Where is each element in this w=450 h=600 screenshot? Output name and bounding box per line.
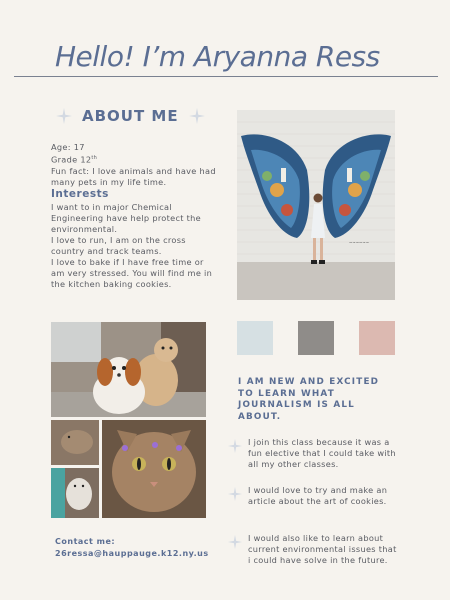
journalism-bullet-text: I would also like to learn about current environmental issues that i could have solve in the future. bbox=[248, 533, 397, 565]
cat-photo-large bbox=[102, 420, 206, 518]
grade-text: Grade 12th bbox=[51, 154, 98, 165]
color-swatch bbox=[298, 321, 334, 355]
journalism-heading: I AM NEW AND EXCITED TO LEARN WHAT JOURNALISM IS ALL ABOUT. bbox=[238, 377, 380, 422]
svg-text:~~~~~~: ~~~~~~ bbox=[349, 240, 370, 245]
wings-mural-photo bbox=[237, 110, 395, 300]
about-me-body bbox=[51, 142, 216, 290]
cat-photo-small bbox=[51, 468, 99, 518]
color-swatch bbox=[359, 321, 395, 355]
journalism-bullet-text: I would love to try and make an article about the art of cookies. bbox=[248, 485, 388, 506]
interest-item: I love to run, I am on the cross country and track teams. bbox=[51, 234, 186, 256]
about-me-heading bbox=[56, 107, 206, 125]
dogs-photo bbox=[51, 322, 206, 417]
journalism-bullet bbox=[228, 437, 398, 470]
interest-item: I want to in major Chemical Engineering have help protect the environmental. bbox=[51, 201, 202, 234]
sparkle-icon bbox=[228, 439, 242, 453]
contact-label: Contact me: bbox=[55, 537, 116, 546]
fun-fact-text: Fun fact: I love animals and have had many pets in my life time. bbox=[51, 165, 216, 187]
pet-photo-collage bbox=[51, 322, 206, 518]
interests-heading: Interests bbox=[51, 187, 109, 200]
contact-info bbox=[55, 536, 235, 560]
color-swatch bbox=[237, 321, 273, 355]
title-divider bbox=[14, 76, 438, 77]
page-title: Hello! I’m Aryanna Ress bbox=[55, 40, 380, 73]
sparkle-icon bbox=[56, 108, 72, 124]
cat-photo-small bbox=[51, 420, 99, 465]
journalism-bullet bbox=[228, 533, 398, 566]
contact-email[interactable]: 26ressa@hauppauge.k12.ny.us bbox=[55, 549, 209, 558]
sparkle-icon bbox=[189, 108, 205, 124]
interest-item: I love to bake if I have free time or am very stressed. You will find me in the kitchen baking cookies. bbox=[51, 256, 213, 289]
journalism-bullet-text: I join this class because it was a fun elective that I could take with all my other classes. bbox=[248, 437, 396, 469]
age-text: Age: 17 bbox=[51, 142, 85, 152]
sparkle-icon bbox=[228, 487, 242, 501]
about-me-label: ABOUT ME bbox=[82, 107, 179, 125]
journalism-bullet bbox=[228, 485, 398, 507]
